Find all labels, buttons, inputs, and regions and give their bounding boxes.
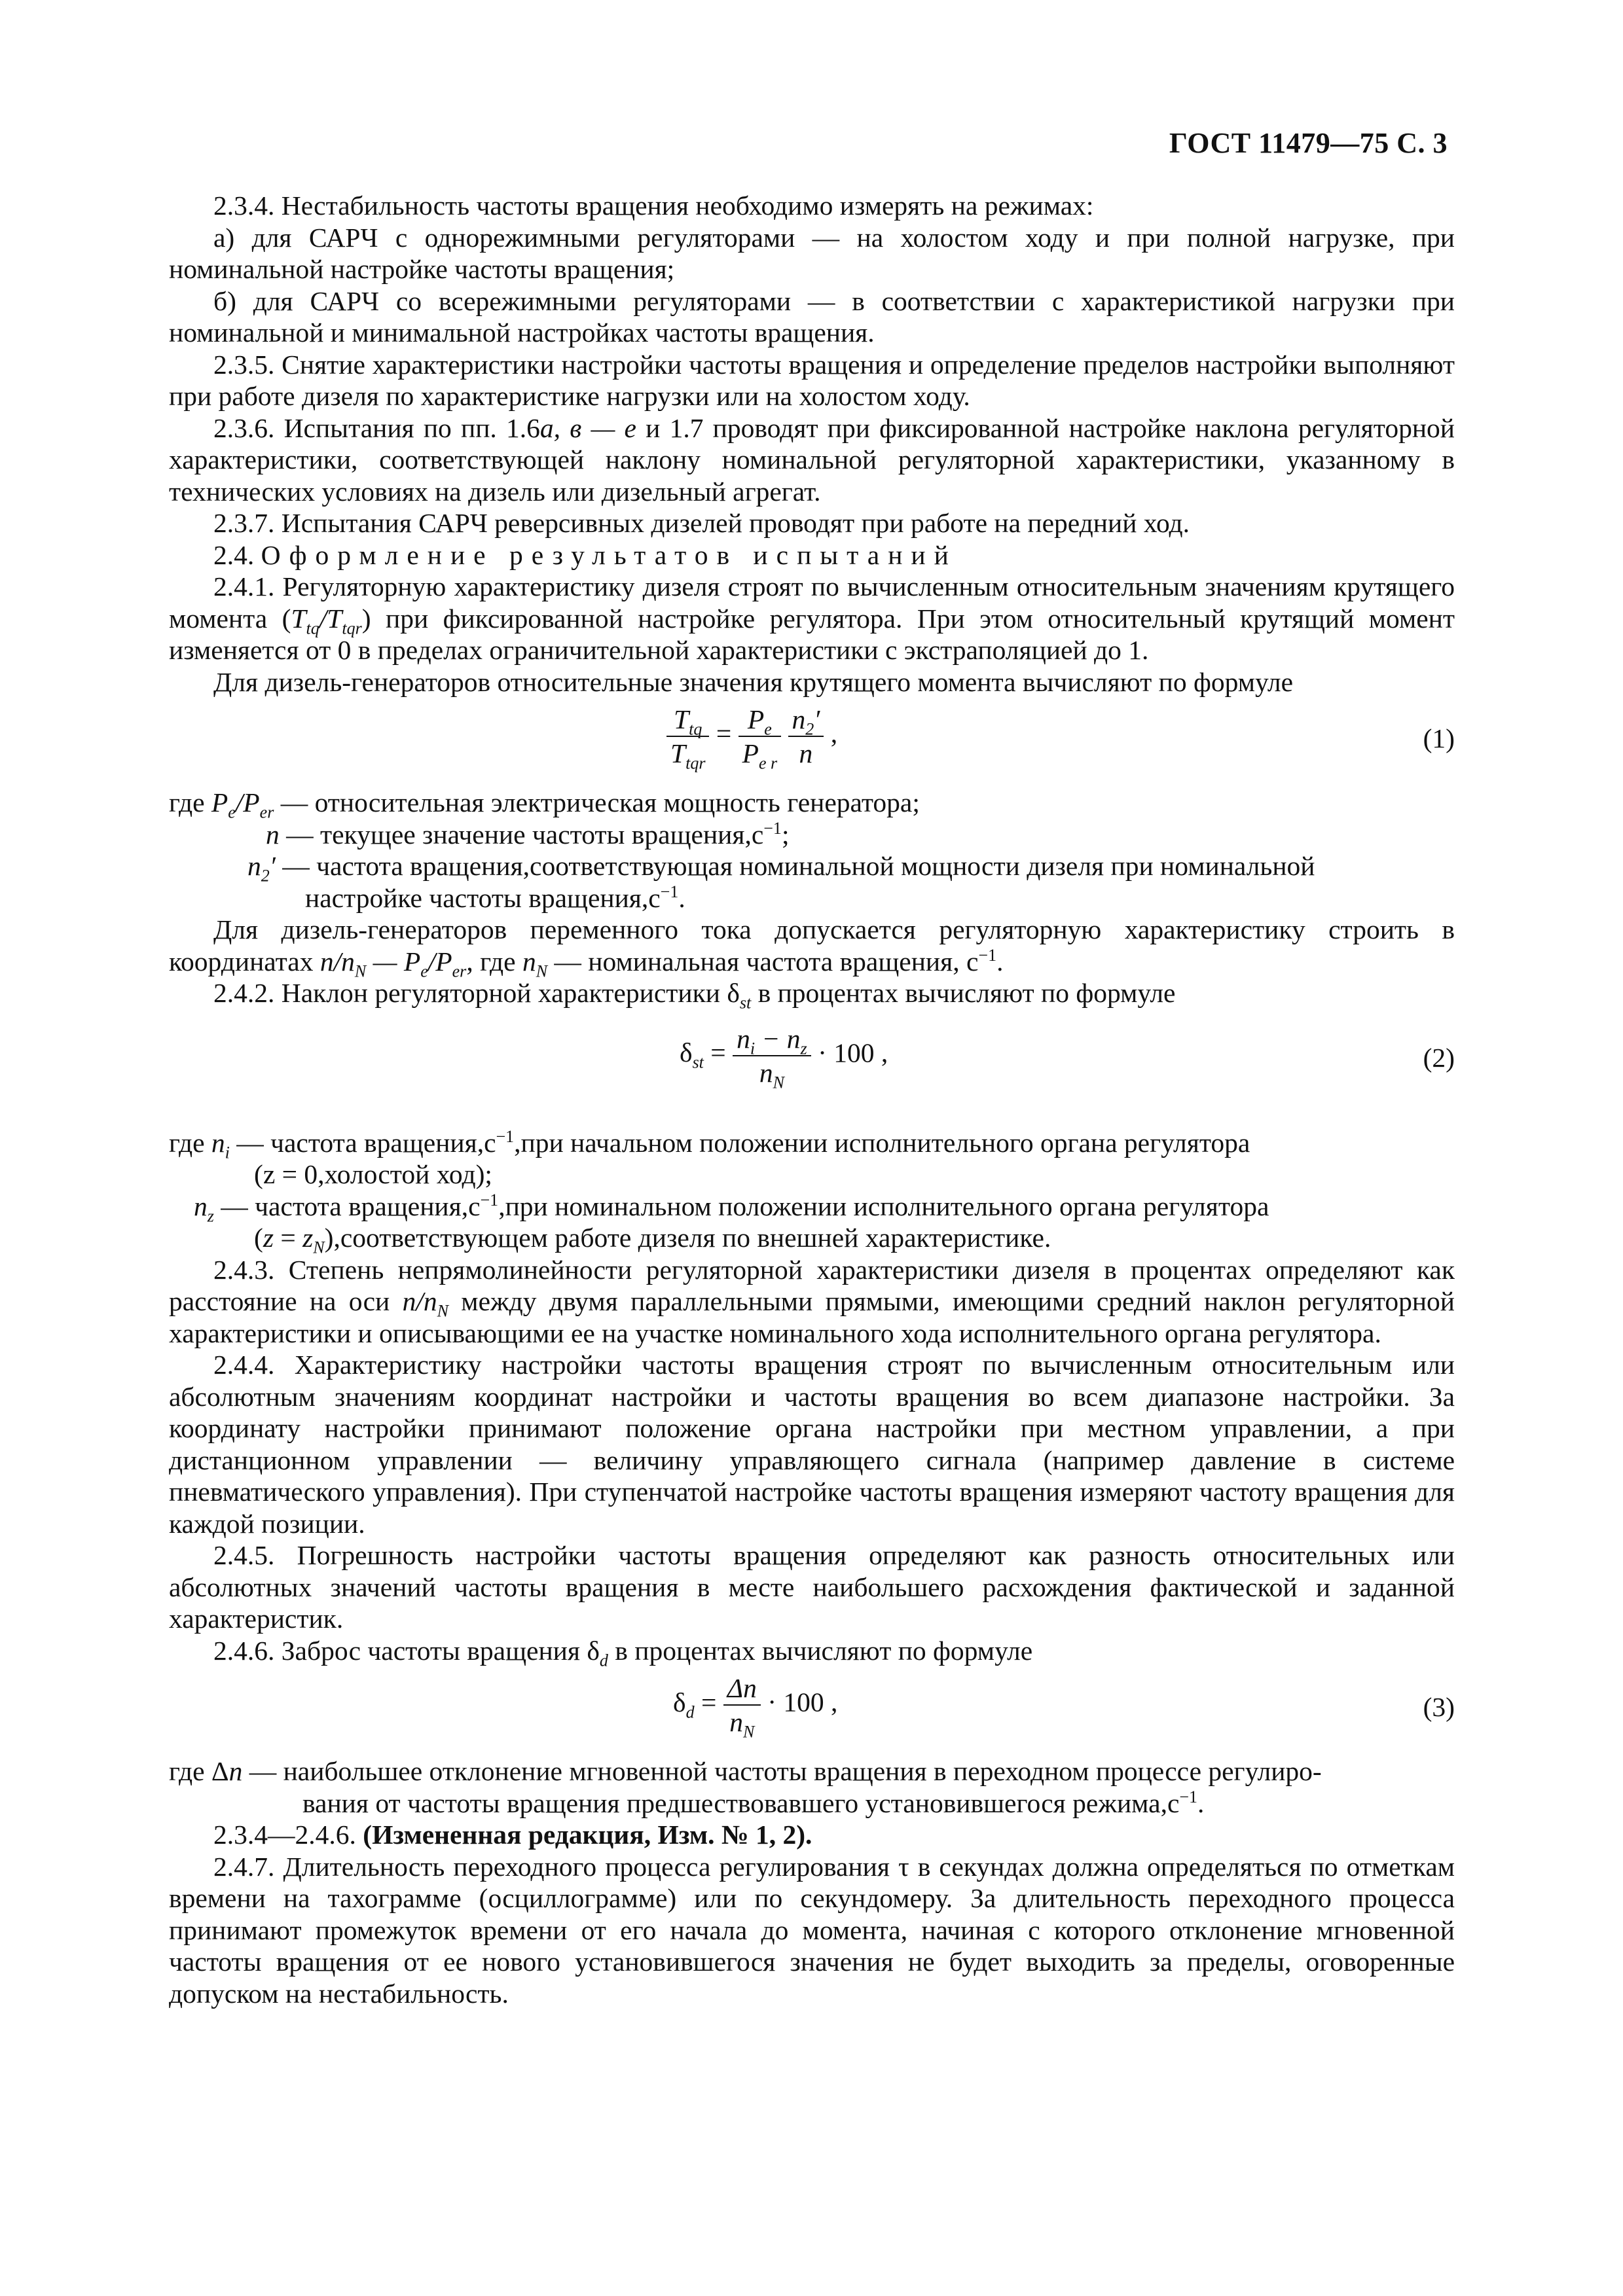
paragraph-2-4-7: 2.4.7. Длительность переходного процесса регулирования τ в секундах должна определяться по отметкам времени на тахограмме (осциллограмме) или по секундомеру. За длительность переходного процесса принимают промежуток времени от его начала до момента, начиная с которого отклонение мгновенной частоты вращения от ее нового установившегося значения не будет выходить за пределы, оговоренные допуском на нестабильность.: [169, 1851, 1455, 2009]
definition-delta-n: где Δn — наибольшее отклонение мгновенной частоты вращения в переходном процессе регулиро-: [169, 1756, 1322, 1786]
equation-number-1: (1): [1423, 723, 1455, 753]
page-header: ГОСТ 11479—75 С. 3: [1169, 127, 1448, 159]
formula-2: [169, 1022, 1455, 1121]
paragraph-2-4-4: 2.4.4. Характеристику настройки частоты вращения строят по вычисленным относительным или абсолютным значениям координат настройки и частоты вращения во всем диапазоне настройки. За координату настройки принимают положение органа настройки при местном управлении, а при дистанционном управлении — величину управляющего сигнала (например давление в системе пневматического управления). При ступенчатой настройке частоты вращения измеряют частоту вращения для каждой позиции.: [169, 1350, 1455, 1539]
paragraph-2-4-1-ac: Для дизель-генераторов переменного тока допускается регуляторную характеристику строить в координатах $n/n_N$ — $P_e/P_{er}$, где $n_N$ — номинальная частота вращения, $с^{-1}$.: [169, 914, 1455, 980]
definition-delta-n-cont: вания от частоты вращения предшествовавшего установившегося $режима,с^{-1}$.: [302, 1787, 1205, 1818]
paragraph-2-3-5: 2.3.5. Снятие характеристики настройки частоты вращения и определение пределов настройки выполняют при работе дизеля по характеристике нагрузки или на холостом ходу.: [169, 349, 1455, 411]
paragraph-2-4-1: 2.4.1. Регуляторную характеристику дизеля строят по вычисленным относительным значениям крутящего момента $(T_{tq}/T_{tqr})$ при фиксированной настройке регулятора. При этом относительный крутящий момент изменяется от 0 в пределах ограничительной характеристики с экстраполяцией до 1.: [169, 571, 1455, 665]
paragraph-2-3-4-b: б) для САРЧ со всережимными регуляторами — в соответствии с характеристикой нагрузки при номинальной и минимальной настройках частоты вращения.: [169, 285, 1455, 348]
paragraph-2-4-6: 2.4.6. Заброс частоты вращения $\delta_d$ в процентах вычисляют по формуле: [213, 1635, 1033, 1670]
definition-n: n — текущее значение частоты $вращения,с^{-1}$;: [266, 818, 790, 850]
paragraph-2-4-1-formula-intro: Для дизель-генераторов относительные значения крутящего момента вычисляют по формуле: [213, 666, 1294, 697]
formula-1: [169, 703, 1455, 781]
paragraph-2-3-6: 2.3.6. Испытания по пп. 1.6а, в — е и 1.7 проводят при фиксированной настройке наклона регуляторной характеристики, соответствующей наклону номинальной регуляторной характеристики, указанному в технических условиях на дизель или дизельный агрегат.: [169, 412, 1455, 507]
formula-3-expression: $\delta_d$ = $\frac{\Delta n}{n_N}$ · 100 ,: [673, 1673, 838, 1742]
paragraph-amendment: 2.3.4—2.4.6. (Измененная редакция, Изм. № 1, 2).: [213, 1820, 812, 1850]
paragraph-2-4-2: 2.4.2. Наклон регуляторной характеристики $\delta_{st}$ в процентах вычисляют по формуле: [213, 978, 1176, 1013]
formula-3: [169, 1672, 1455, 1750]
definition-ni-cont: (z = 0,холостой ход);: [254, 1159, 492, 1189]
definition-n2: $n_2'$ — частота вращения,соответствующая номинальной мощности дизеля при номинальной: [247, 851, 1315, 886]
paragraph-2-4-3: 2.4.3. Степень непрямолинейности регуляторной характеристики дизеля в процентах определяют как расстояние на оси $n/n_N$ между двумя параллельными прямыми, имеющими средний наклон регуляторной характеристики и описывающими ее на участке номинального хода исполнительного органа регулятора.: [169, 1254, 1455, 1348]
definition-ni: где $n_i$ — частота $вращения,с^{-1},при$ начальном положении исполнительного органа регулятора: [169, 1126, 1250, 1162]
equation-number-3: (3): [1423, 1692, 1455, 1722]
definition-nz-cont: $(z = z_N),соответствующем$ работе дизеля по внешней характеристике.: [254, 1223, 1051, 1257]
paragraph-2-3-7: 2.3.7. Испытания САРЧ реверсивных дизелей проводят при работе на передний ход.: [213, 508, 1190, 538]
formula-1-expression: $\frac{T_{tq}}{T_{tqr}}$ = $\frac{P_e}{P_{e r}}$ $\frac{n_2'}{n}$ ,: [666, 703, 837, 770]
document-body: [169, 190, 1455, 2009]
definition-nz: $n_z$ — частота $вращения,с^{-1},при$ номинальном положении исполнительного органа регулятора: [194, 1190, 1269, 1225]
paragraph-2-4-5: 2.4.5. Погрешность настройки частоты вращения определяют как разность относительных или абсолютных значений частоты вращения в месте наибольшего расхождения фактической и заданной характеристик.: [169, 1540, 1455, 1634]
paragraph-2-3-4: 2.3.4. Нестабильность частоты вращения необходимо измерять на режимах:: [213, 190, 1094, 221]
section-heading-2-4: 2.4. Оформление результатов испытаний: [213, 539, 957, 570]
equation-number-2: (2): [1423, 1042, 1455, 1073]
definition-n2-cont: настройке частоты $вращения,с^{-1}$.: [305, 882, 685, 913]
formula-2-expression: $\delta_{st}$ = $\frac{n_i - n_z}{n_N}$ · 100 ,: [680, 1023, 888, 1092]
paragraph-2-3-4-a: а) для САРЧ с однорежимными регуляторами — на холостом ходу и при полной нагрузке, при номинальной настройке частоты вращения;: [169, 222, 1455, 284]
definition-pe: где $P_e/P_{er}$ — относительная электрическая мощность генератора;: [169, 787, 920, 822]
